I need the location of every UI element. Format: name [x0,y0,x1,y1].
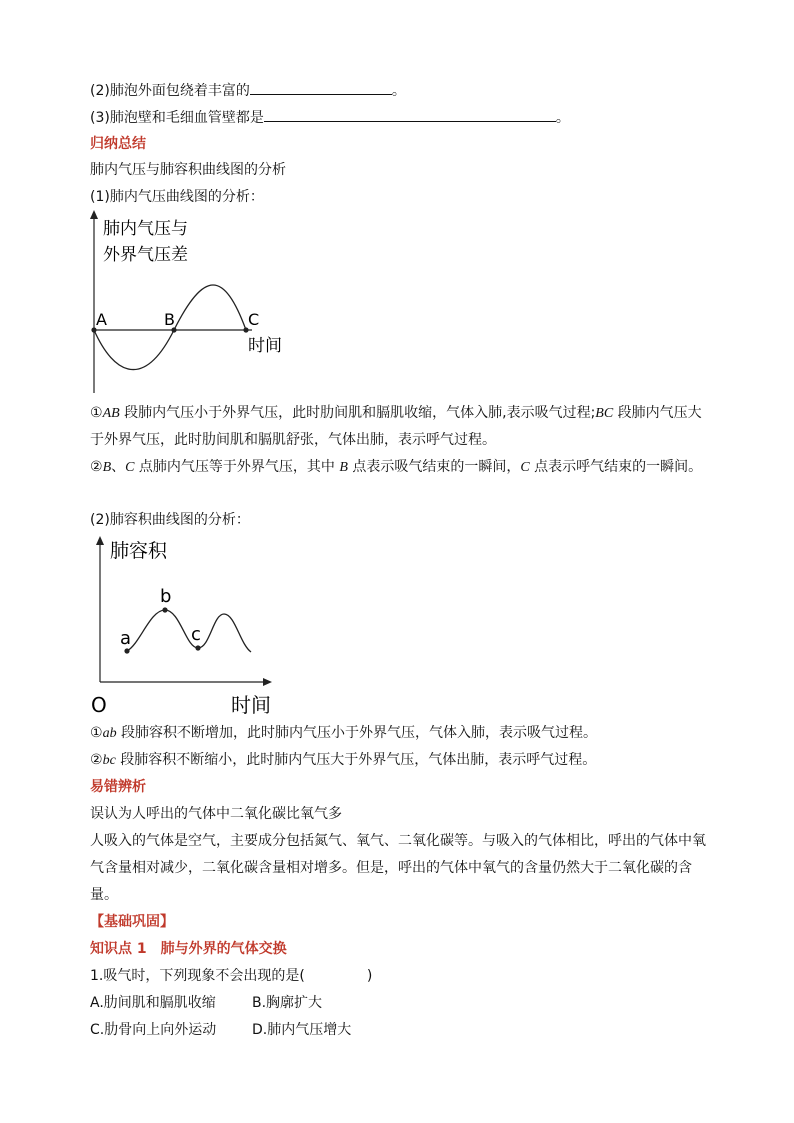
point-b-description: 点表示吸气结束的一瞬间， [347,459,521,475]
options-row-1 [90,993,322,1013]
question-1-close: ) [366,968,373,984]
volume-origin: O [91,693,107,717]
volume-y-arrow [96,536,104,545]
circle-2-marker: ② [90,459,103,475]
ab-description: 段肺内气压小于外界气压，此时肋间肌和膈肌收缩，气体入肺,表示吸气过程; [119,405,596,421]
pressure-chart-title: (1)肺内气压曲线图的分析： [90,189,264,205]
question-3-text: (3)肺泡壁和毛细血管壁都是 [90,110,264,126]
volume-chart-title: (2)肺容积曲线图的分析： [90,512,250,528]
question-2-period: 。 [391,83,406,99]
summary-topic: 肺内气压与肺容积曲线图的分析 [90,162,286,178]
volume-label-c: c [191,624,201,645]
consolidation-heading: 【基础巩固】 [90,914,174,930]
point-b-label-2: B [339,460,348,475]
point-c-label-2: C [520,460,530,475]
pressure-analysis-2 [90,454,708,481]
pressure-label-a: A [96,310,107,329]
volume-point-c [195,645,200,650]
question-1 [90,966,372,986]
option-a[interactable]: A.肋间肌和膈肌收缩 [90,995,216,1011]
option-b[interactable]: B.胸廓扩大 [252,995,323,1011]
question-2-blank[interactable] [250,80,392,95]
pressure-label-c: C [248,310,260,329]
volume-point-b [162,607,167,612]
pressure-y-arrow [90,210,98,219]
volume-x-arrow [263,678,272,686]
mistakes-heading: 易错辨析 [90,779,146,795]
bc-description: 段肺内气压大于外界气压，此时肋间肌和膈肌舒张，气体出肺，表示呼气过程。 [90,405,702,448]
volume-label-a: a [120,628,132,649]
point-c-label: C [125,460,135,475]
question-1-text: 1.吸气时，下列现象不会出现的是( [90,968,305,984]
summary-heading: 归纳总结 [90,136,146,152]
segment-ab-label: AB [102,406,120,421]
point-c-description: 点表示呼气结束的一瞬间。 [529,459,703,475]
question-3-line [90,107,570,128]
circle-1-marker-2: ① [90,725,103,741]
point-b-label: B [102,460,112,475]
mistakes-explanation: 人吸入的气体是空气，主要成分包括氮气、氧气、二氧化碳等。与吸入的气体相比，呼出的气体中氧气含量相对减少，二氧化碳含量相对增多。但是，呼出的气体中氧气的含量仍然大于二氧化碳的含量。 [90,833,706,903]
pressure-label-b: B [164,310,175,329]
separator: 、 [111,459,126,475]
pressure-chart [84,210,294,395]
bc-points-text: 点肺内气压等于外界气压，其中 [134,459,340,475]
misconception-text: 误认为人呼出的气体中二氧化碳比氧气多 [90,806,342,822]
volume-analysis-2 [90,750,596,771]
pressure-analysis-1 [90,400,708,454]
option-d[interactable]: D.肺内气压增大 [252,1022,352,1038]
segment-bc-label: BC [595,406,614,421]
segment-bc-volume: bc [102,753,116,768]
volume-analysis-1 [90,723,597,744]
question-3-blank[interactable] [264,107,556,122]
options-row-2 [90,1020,351,1040]
question-2-text: (2)肺泡外面包绕着丰富的 [90,83,250,99]
pressure-ylabel-2: 外界气压差 [103,245,188,265]
circle-1-marker: ① [90,405,103,421]
bc-volume-description: 段肺容积不断缩小，此时肺内气压大于外界气压，气体出肺，表示呼气过程。 [115,752,597,768]
pressure-xlabel: 时间 [248,336,282,356]
volume-label-b: b [160,586,172,607]
volume-curve [127,610,251,652]
option-c[interactable]: C.肋骨向上向外运动 [90,1022,217,1038]
circle-2-marker-2: ② [90,752,103,768]
question-2-line [90,80,406,101]
volume-point-a [124,648,129,653]
knowledge-point-title: 知识点 1 肺与外界的气体交换 [90,941,287,957]
pressure-ylabel-1: 肺内气压与 [103,219,188,239]
segment-ab-volume: ab [102,726,117,741]
question-3-period: 。 [555,110,570,126]
ab-volume-description: 段肺容积不断增加，此时肺内气压小于外界气压，气体入肺，表示吸气过程。 [116,725,598,741]
volume-chart [88,534,284,718]
volume-xlabel: 时间 [231,693,271,717]
volume-ylabel: 肺容积 [110,540,168,562]
